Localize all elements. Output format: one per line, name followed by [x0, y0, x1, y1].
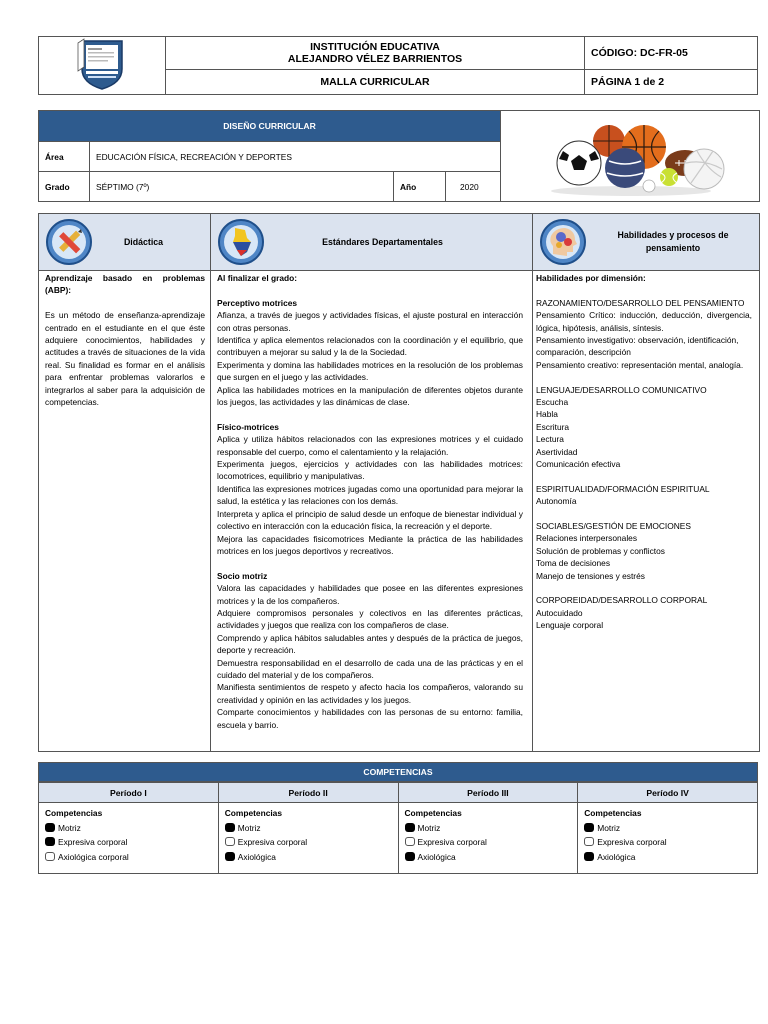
estandares-intro: Al finalizar el grado: — [217, 273, 298, 283]
spacer — [536, 582, 752, 594]
skill-line: Autocuidado — [536, 607, 583, 618]
spacer — [536, 508, 752, 520]
standard-section-title: Físico-motrices — [217, 421, 279, 432]
document-title: MALLA CURRICULAR — [166, 69, 585, 94]
competencia-label: Motriz — [597, 822, 621, 833]
standard-item: Demuestra responsabilidad en el desarrollo de cada una de las prácticas y en el cuidado del material y de los compañeros. — [217, 657, 523, 680]
standard-item: Interpreta y aplica el principio de salud desde un enfoque de bienestar individual y colectivo en interacción con la educación física, la recreación y el deporte. — [217, 508, 523, 532]
skill-group-title: SOCIABLES/GESTIÓN DE EMOCIONES — [536, 521, 691, 532]
skill-line: Manejo de tensiones y estrés — [536, 570, 645, 581]
head-gears-icon — [539, 218, 587, 266]
period-cell — [578, 803, 758, 874]
competencia-item — [225, 850, 392, 865]
checked-box-icon — [405, 852, 415, 861]
grade-row — [39, 171, 500, 202]
competencia-label: Expresiva corporal — [597, 837, 667, 847]
competencia-item — [584, 850, 751, 865]
competencia-label: Axiológica — [417, 851, 456, 862]
competencia-label: Motriz — [417, 822, 441, 833]
period-cell — [39, 803, 219, 874]
competencia-item — [584, 835, 751, 850]
skill-line: Pensamiento Crítico: inducción, deducción, divergencia, lógica, hipótesis, análisis, síntesis. — [536, 310, 752, 333]
didactica-title: Didáctica — [123, 237, 164, 247]
competencia-item — [45, 821, 212, 836]
standard-section-title: Perceptivo motrices — [217, 297, 298, 308]
standard-item: Experimenta juegos, ejercicios y actividades con las habilidades motrices: locomotrices, equilibrio y manipulativas. — [217, 459, 523, 482]
skill-line: Asertividad — [536, 446, 578, 457]
didactica-heading: Aprendizaje basado en problemas (ABP): — [45, 273, 205, 296]
competencia-label: Axiológica — [597, 851, 636, 862]
checked-box-icon — [45, 837, 55, 846]
period-header: Período I — [39, 783, 219, 803]
skill-line: Habla — [536, 409, 558, 420]
skill-group-title: ESPIRITUALIDAD/FORMACIÓN ESPIRITUAL — [536, 483, 710, 494]
area-value: EDUCACIÓN FÍSICA, RECREACIÓN Y DEPORTES — [89, 142, 500, 172]
school-shield-icon — [74, 37, 130, 91]
habilidades-groups — [536, 297, 752, 632]
school-logo — [39, 37, 166, 95]
checked-box-icon — [225, 823, 235, 832]
skill-line: Toma de decisiones — [536, 558, 611, 569]
estandares-title: Estándares Departamentales — [322, 237, 443, 247]
habilidades-header — [533, 214, 759, 271]
skill-line: Pensamiento creativo: representación mental, analogía. — [536, 359, 744, 370]
standard-item: Comparte conocimientos y habilidades con las personas de su entorno: familia, escuela y barrio. — [217, 707, 523, 730]
estandares-body — [217, 272, 523, 731]
skill-line: comparación, descripción — [536, 347, 631, 358]
document-header — [38, 36, 758, 95]
competencias-block — [38, 762, 758, 874]
spacer — [217, 408, 523, 420]
habilidades-title: Habilidades y procesos de pensamiento — [617, 230, 729, 253]
competencia-item — [225, 835, 392, 850]
competencias-label: Competencias — [224, 808, 282, 818]
skill-line: Pensamiento investigativo: observación, identificación, — [536, 335, 739, 346]
year-label: Año — [393, 172, 445, 202]
competencia-item — [405, 850, 572, 865]
unchecked-box-icon — [584, 837, 594, 846]
year-value: 2020 — [445, 172, 500, 202]
period-cell — [218, 803, 398, 874]
skill-line: Comunicación efectiva — [536, 459, 621, 470]
competencias-title: COMPETENCIAS — [38, 762, 758, 782]
standard-item: Aplica y utiliza hábitos relacionados con las expresiones motrices y el cuidado responsable del cuerpo, como el calentamiento y la relajación. — [217, 434, 523, 457]
standard-item: Adquiere compromisos personales y colectivos en las diferentes prácticas, actividades y juegos que realiza con los compañeros de clase. — [217, 607, 523, 631]
document-code: CÓDIGO: DC-FR-05 — [585, 37, 758, 70]
standard-item: Identifica las expresiones motrices jugadas como una oportunidad para mejorar la salud, la estética y las relaciones con los demás. — [217, 483, 523, 507]
competencias-label: Competencias — [584, 808, 642, 818]
spacer — [536, 371, 752, 383]
unchecked-box-icon — [45, 852, 55, 861]
area-label: Área — [45, 152, 64, 162]
competencia-label: Axiológica corporal — [58, 851, 129, 862]
estandares-sections — [217, 297, 523, 731]
checked-box-icon — [584, 852, 594, 861]
standard-item: Afianza, a través de juegos y actividades físicas, el ajuste postural en interacción con otras personas. — [217, 310, 523, 333]
competencia-item — [405, 821, 572, 836]
pencil-ruler-icon — [45, 218, 93, 266]
checked-box-icon — [584, 823, 594, 832]
competencias-table — [38, 782, 758, 874]
unchecked-box-icon — [225, 837, 235, 846]
competencia-label: Axiológica — [237, 851, 276, 862]
skill-line: Solución de problemas y conflictos — [536, 545, 665, 556]
checked-box-icon — [405, 823, 415, 832]
competencia-item — [45, 850, 212, 865]
curriculum-columns — [38, 213, 760, 752]
area-row — [39, 141, 500, 172]
skill-line: Escucha — [536, 397, 569, 408]
standard-section-title: Socio motriz — [217, 570, 268, 581]
standard-item: Manifiesta sentimientos de respeto y afecto hacia los compañeros, valorando su creatividad y opinión en las actividades y los juegos. — [217, 682, 523, 705]
sports-balls-icon — [501, 111, 760, 201]
period-header: Período II — [218, 783, 398, 803]
skill-line: Lenguaje corporal — [536, 620, 604, 631]
checked-box-icon — [45, 823, 55, 832]
grade-value: SÉPTIMO (7º) — [89, 172, 393, 202]
colombia-map-icon — [217, 218, 265, 266]
standard-item: Mejora las capacidades fisicomotrices Mediante la práctica de las habilidades motrices en los juegos deportivos y recreativos. — [217, 533, 523, 556]
period-cell — [398, 803, 578, 874]
spacer — [536, 470, 752, 482]
didactica-text: Es un método de enseñanza-aprendizaje centrado en el estudiante en el que éste adquiere conocimientos, habilidades y actitudes a través de situaciones de la vida real. Su finalidad es formar en el análisis para enfrentar problemas valorarlos e integrarlos al saber para la adquisición de competencias. — [45, 310, 205, 408]
grade-label: Grado — [45, 182, 70, 192]
standard-item: Comprendo y aplica hábitos saludables antes y después de la práctica de juegos, deporte y recreación. — [217, 632, 523, 656]
spacer — [217, 557, 523, 569]
skill-line: Autonomía — [536, 496, 577, 507]
standard-item: Experimenta y domina las habilidades motrices en la resolución de los problemas que surgen en el juego y las actividades. — [217, 359, 523, 383]
standard-item: Identifica y aplica elementos relacionados con la coordinación y el equilibrio, que contribuyen a mejorar su salud y la de la Sociedad. — [217, 335, 523, 358]
competencia-item — [45, 835, 212, 850]
standard-item: Valora las capacidades y habilidades que posee en las diferentes expresiones motrices y la de los compañeros. — [217, 583, 523, 606]
standard-item: Aplica las habilidades motrices en la manipulación de diferentes objetos durante los juegos, las actividades y las dinámicas de clase. — [217, 384, 523, 408]
skill-group-title: CORPOREIDAD/DESARROLLO CORPORAL — [536, 595, 708, 606]
period-header: Período IV — [578, 783, 758, 803]
competencia-label: Motriz — [237, 822, 261, 833]
estandares-header — [211, 214, 532, 271]
competencia-label: Motriz — [58, 822, 81, 833]
skill-line: Lectura — [536, 434, 564, 445]
didactica-header — [39, 214, 210, 271]
skill-line: Relaciones interpersonales — [536, 533, 638, 544]
competencias-label: Competencias — [45, 808, 103, 818]
checked-box-icon — [225, 852, 235, 861]
unchecked-box-icon — [405, 837, 415, 846]
competencias-label: Competencias — [404, 808, 462, 818]
skill-line: Escritura — [536, 421, 570, 432]
document-page: PÁGINA 1 de 2 — [585, 69, 758, 94]
skill-group-title: RAZONAMIENTO/DESARROLLO DEL PENSAMIENTO — [536, 297, 745, 308]
skill-group-title: LENGUAJE/DESARROLLO COMUNICATIVO — [536, 384, 707, 395]
period-header: Período III — [398, 783, 578, 803]
competencia-label: Expresiva corporal — [58, 837, 128, 847]
curricular-design-block — [38, 110, 760, 202]
habilidades-heading: Habilidades por dimensión: — [536, 273, 646, 283]
sports-balls-image — [500, 111, 760, 201]
institution-name: INSTITUCIÓN EDUCATIVA ALEJANDRO VÉLEZ BARRIENTOS — [166, 37, 585, 70]
didactica-body — [45, 272, 205, 408]
competencia-item — [405, 835, 572, 850]
competencia-label: Expresiva corporal — [237, 837, 308, 847]
habilidades-body — [536, 272, 752, 632]
curricular-design-title: DISEÑO CURRICULAR — [39, 111, 500, 141]
competencia-label: Expresiva corporal — [417, 837, 487, 847]
competencia-item — [584, 821, 751, 836]
competencia-item — [225, 821, 392, 836]
